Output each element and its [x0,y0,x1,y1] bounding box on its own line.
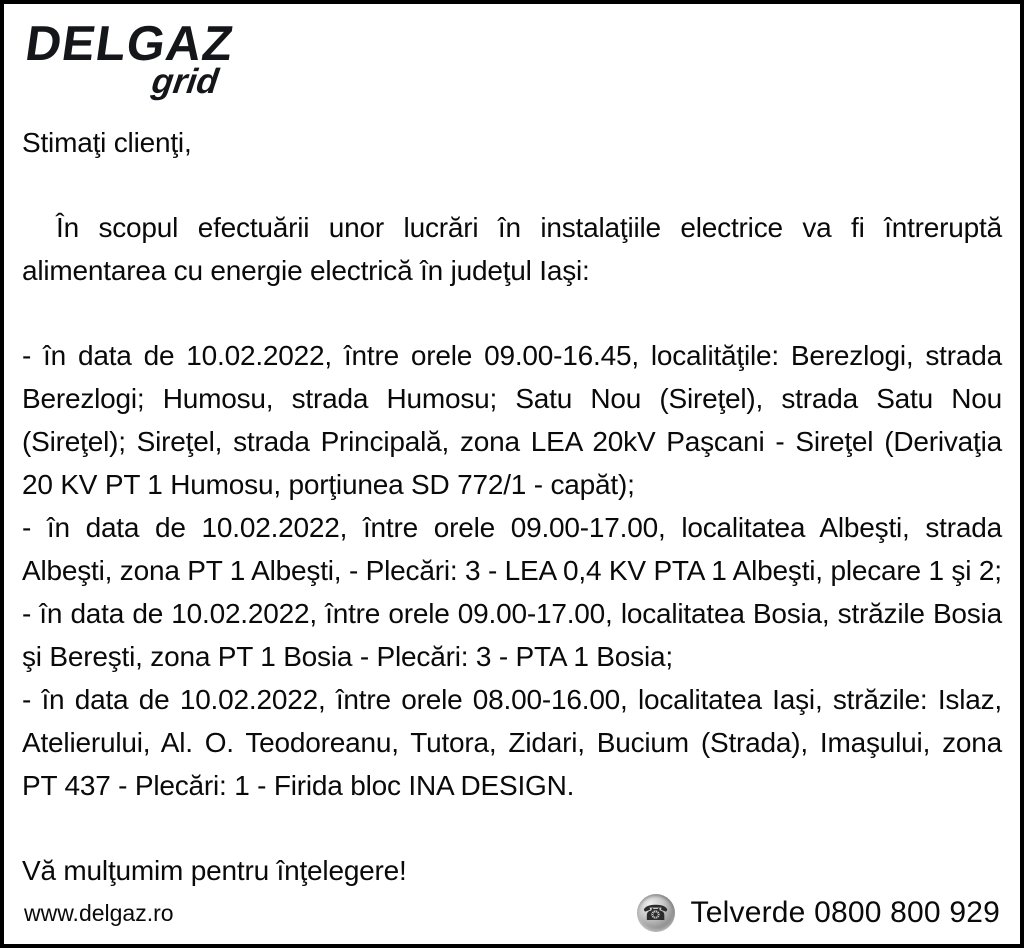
logo-brand-text: DELGAZ [22,17,238,71]
greeting-text: Stimaţi clienţi, [22,126,192,158]
telephone-icon: ☎ [637,894,675,932]
outage-item-albesti: - în data de 10.02.2022, între orele 09.00-17.00, localitatea Albeşti, strada Albeşti, zona PT 1 Albeşti, - Plecări: 3 - LEA 0,4 KV PTA 1 Albeşti, plecare 1 şi 2; [22,511,1002,586]
outage-item-berezlogi-siretel: - în data de 10.02.2022, între orele 09.00-16.45, localităţile: Berezlogi, strada Berezlogi; Humosu, strada Humosu; Satu Nou (Sireţel), strada Satu Nou (Sireţel); Sireţel, strada Principală, zona LEA 20kV Paşcani - Sireţel (Derivaţia 20 KV PT 1 Humosu, porţiunea SD 772/1 - capăt); [22,339,1002,500]
website-link[interactable]: www.delgaz.ro [24,899,174,926]
footer-bar [22,894,1002,936]
telverde-phone-number: Telverde 0800 800 929 [690,896,1000,929]
closing-text: Vă mulţumim pentru înţelegere! [22,854,407,886]
phone-contact [637,894,1000,932]
intro-paragraph: În scopul efectuării unor lucrări în instalaţiile electrice va fi întreruptă alimentarea cu energie electrică în judeţul Iaşi: [22,211,1002,286]
logo-sub-text: grid [149,62,221,101]
outage-item-iasi: - în data de 10.02.2022, între orele 08.00-16.00, localitatea Iaşi, străzile: Islaz, Atelierului, Al. O. Teodoreanu, Tutora, Zidari, Bucium (Strada), Imaşului, zona PT 437 - Plecări: 1 - Firida bloc INA DESIGN. [22,683,1002,801]
outage-list [22,334,1002,807]
delgaz-grid-logo [22,17,1002,101]
outage-item-bosia: - în data de 10.02.2022, între orele 09.00-17.00, localitatea Bosia, străzile Bosia şi Bereşti, zona PT 1 Bosia - Plecări: 3 - PTA 1 Bosia; [22,597,1002,672]
